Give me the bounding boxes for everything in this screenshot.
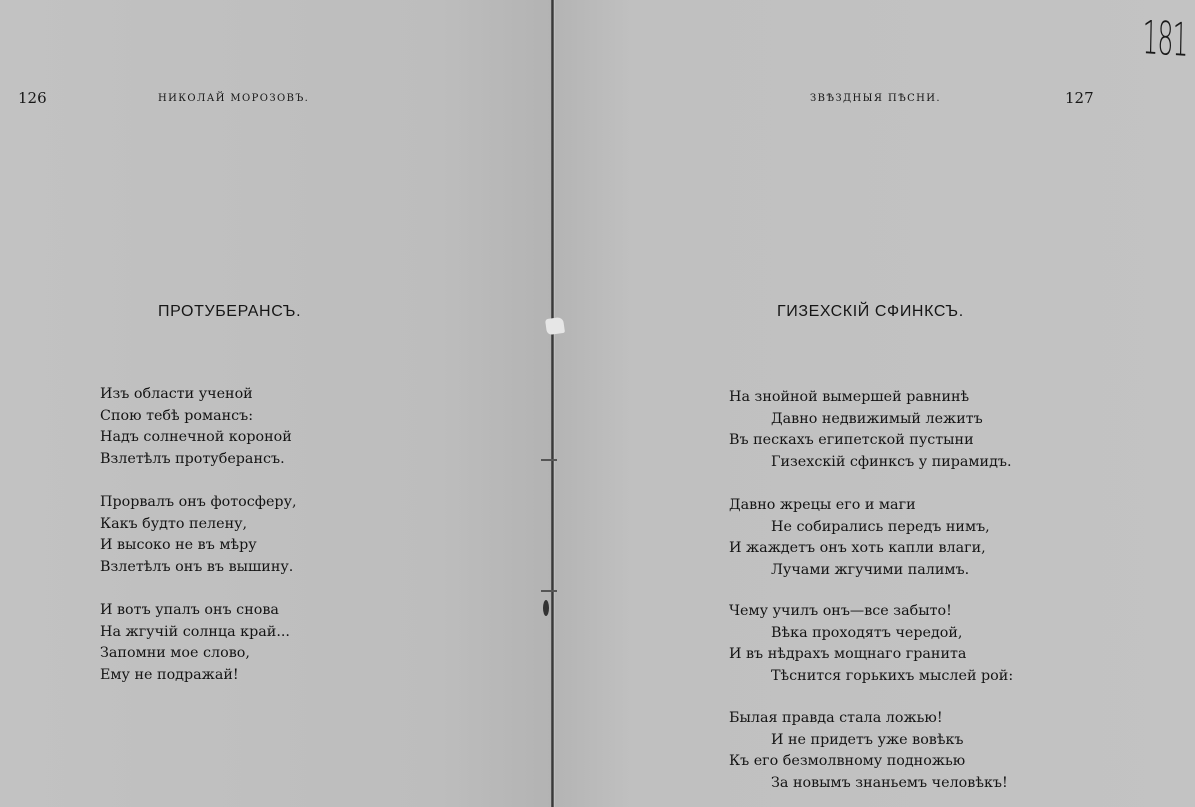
right-poem-title: ГИЗЕХСКІЙ СФИНКСЪ. <box>777 303 964 320</box>
verse-line: Давно жрецы его и маги <box>729 497 916 513</box>
binding-thread <box>541 459 557 461</box>
left-stanza-2 <box>100 492 297 579</box>
left-stanza-1 <box>100 384 292 471</box>
verse-line: На жгучій солнца край... <box>100 623 290 640</box>
verse-line: Лучами жгучими палимъ. <box>771 562 970 579</box>
right-stanza-4 <box>729 708 1008 795</box>
verse-line: Взлетѣлъ протуберансъ. <box>100 451 285 468</box>
verse-line: Въ пескахъ египетской пустыни <box>729 432 974 449</box>
verse-line: Былая правда стала ложью! <box>729 710 943 726</box>
verse-line: Тѣснится горькихъ мыслей рой: <box>771 668 1014 685</box>
binding-thread <box>541 590 557 592</box>
verse-line: Къ его безмолвному подножью <box>729 753 966 770</box>
verse-line: И высоко не въ мѣру <box>100 537 257 554</box>
verse-line: За новымъ знаньемъ человѣкъ! <box>771 775 1008 792</box>
right-page <box>555 0 1195 807</box>
right-stanza-1 <box>729 387 1012 474</box>
verse-line: И не придетъ уже вовѣкъ <box>771 731 964 748</box>
handwritten-page-mark: 181 <box>1141 10 1188 67</box>
verse-line: И жаждетъ онъ хоть капли влаги, <box>729 540 986 557</box>
verse-line: Спою тебѣ романсъ: <box>100 407 254 424</box>
right-stanza-2 <box>729 495 990 582</box>
left-page <box>0 0 552 807</box>
ink-blot <box>543 600 549 616</box>
book-gutter <box>551 0 554 807</box>
verse-line: И вотъ упалъ онъ снова <box>100 602 279 618</box>
verse-line: На знойной вымершей равнинѣ <box>729 389 970 405</box>
verse-line: Прорвалъ онъ фотосферу, <box>100 494 297 510</box>
verse-line: И въ нѣдрахъ мощнаго гранита <box>729 646 967 663</box>
verse-line: Чему училъ онъ—все забыто! <box>729 603 952 619</box>
right-page-number: 127 <box>1065 89 1094 107</box>
verse-line: Не собирались передъ нимъ, <box>771 518 990 535</box>
verse-line: Изъ области ученой <box>100 386 253 402</box>
verse-line: Надъ солнечной короной <box>100 429 292 446</box>
verse-line: Какъ будто пелену, <box>100 515 248 532</box>
paper-tear <box>545 317 565 335</box>
left-poem-title: ПРОТУБЕРАНСЪ. <box>158 303 302 320</box>
right-running-head: ЗВѢЗДНЫЯ ПѢСНИ. <box>810 93 941 104</box>
verse-line: Взлетѣлъ онъ въ вышину. <box>100 559 294 576</box>
verse-line: Ему не подражай! <box>100 667 239 684</box>
left-page-number: 126 <box>18 89 47 107</box>
left-running-head: НИКОЛАЙ МОРОЗОВЪ. <box>158 93 310 104</box>
verse-line: Гизехскій сфинксъ у пирамидъ. <box>771 454 1012 471</box>
right-stanza-3 <box>729 601 1013 688</box>
left-stanza-3 <box>100 600 290 687</box>
verse-line: Вѣка проходятъ чередой, <box>771 624 963 641</box>
verse-line: Давно недвижимый лежитъ <box>771 410 983 427</box>
verse-line: Запомни мое слово, <box>100 645 250 662</box>
